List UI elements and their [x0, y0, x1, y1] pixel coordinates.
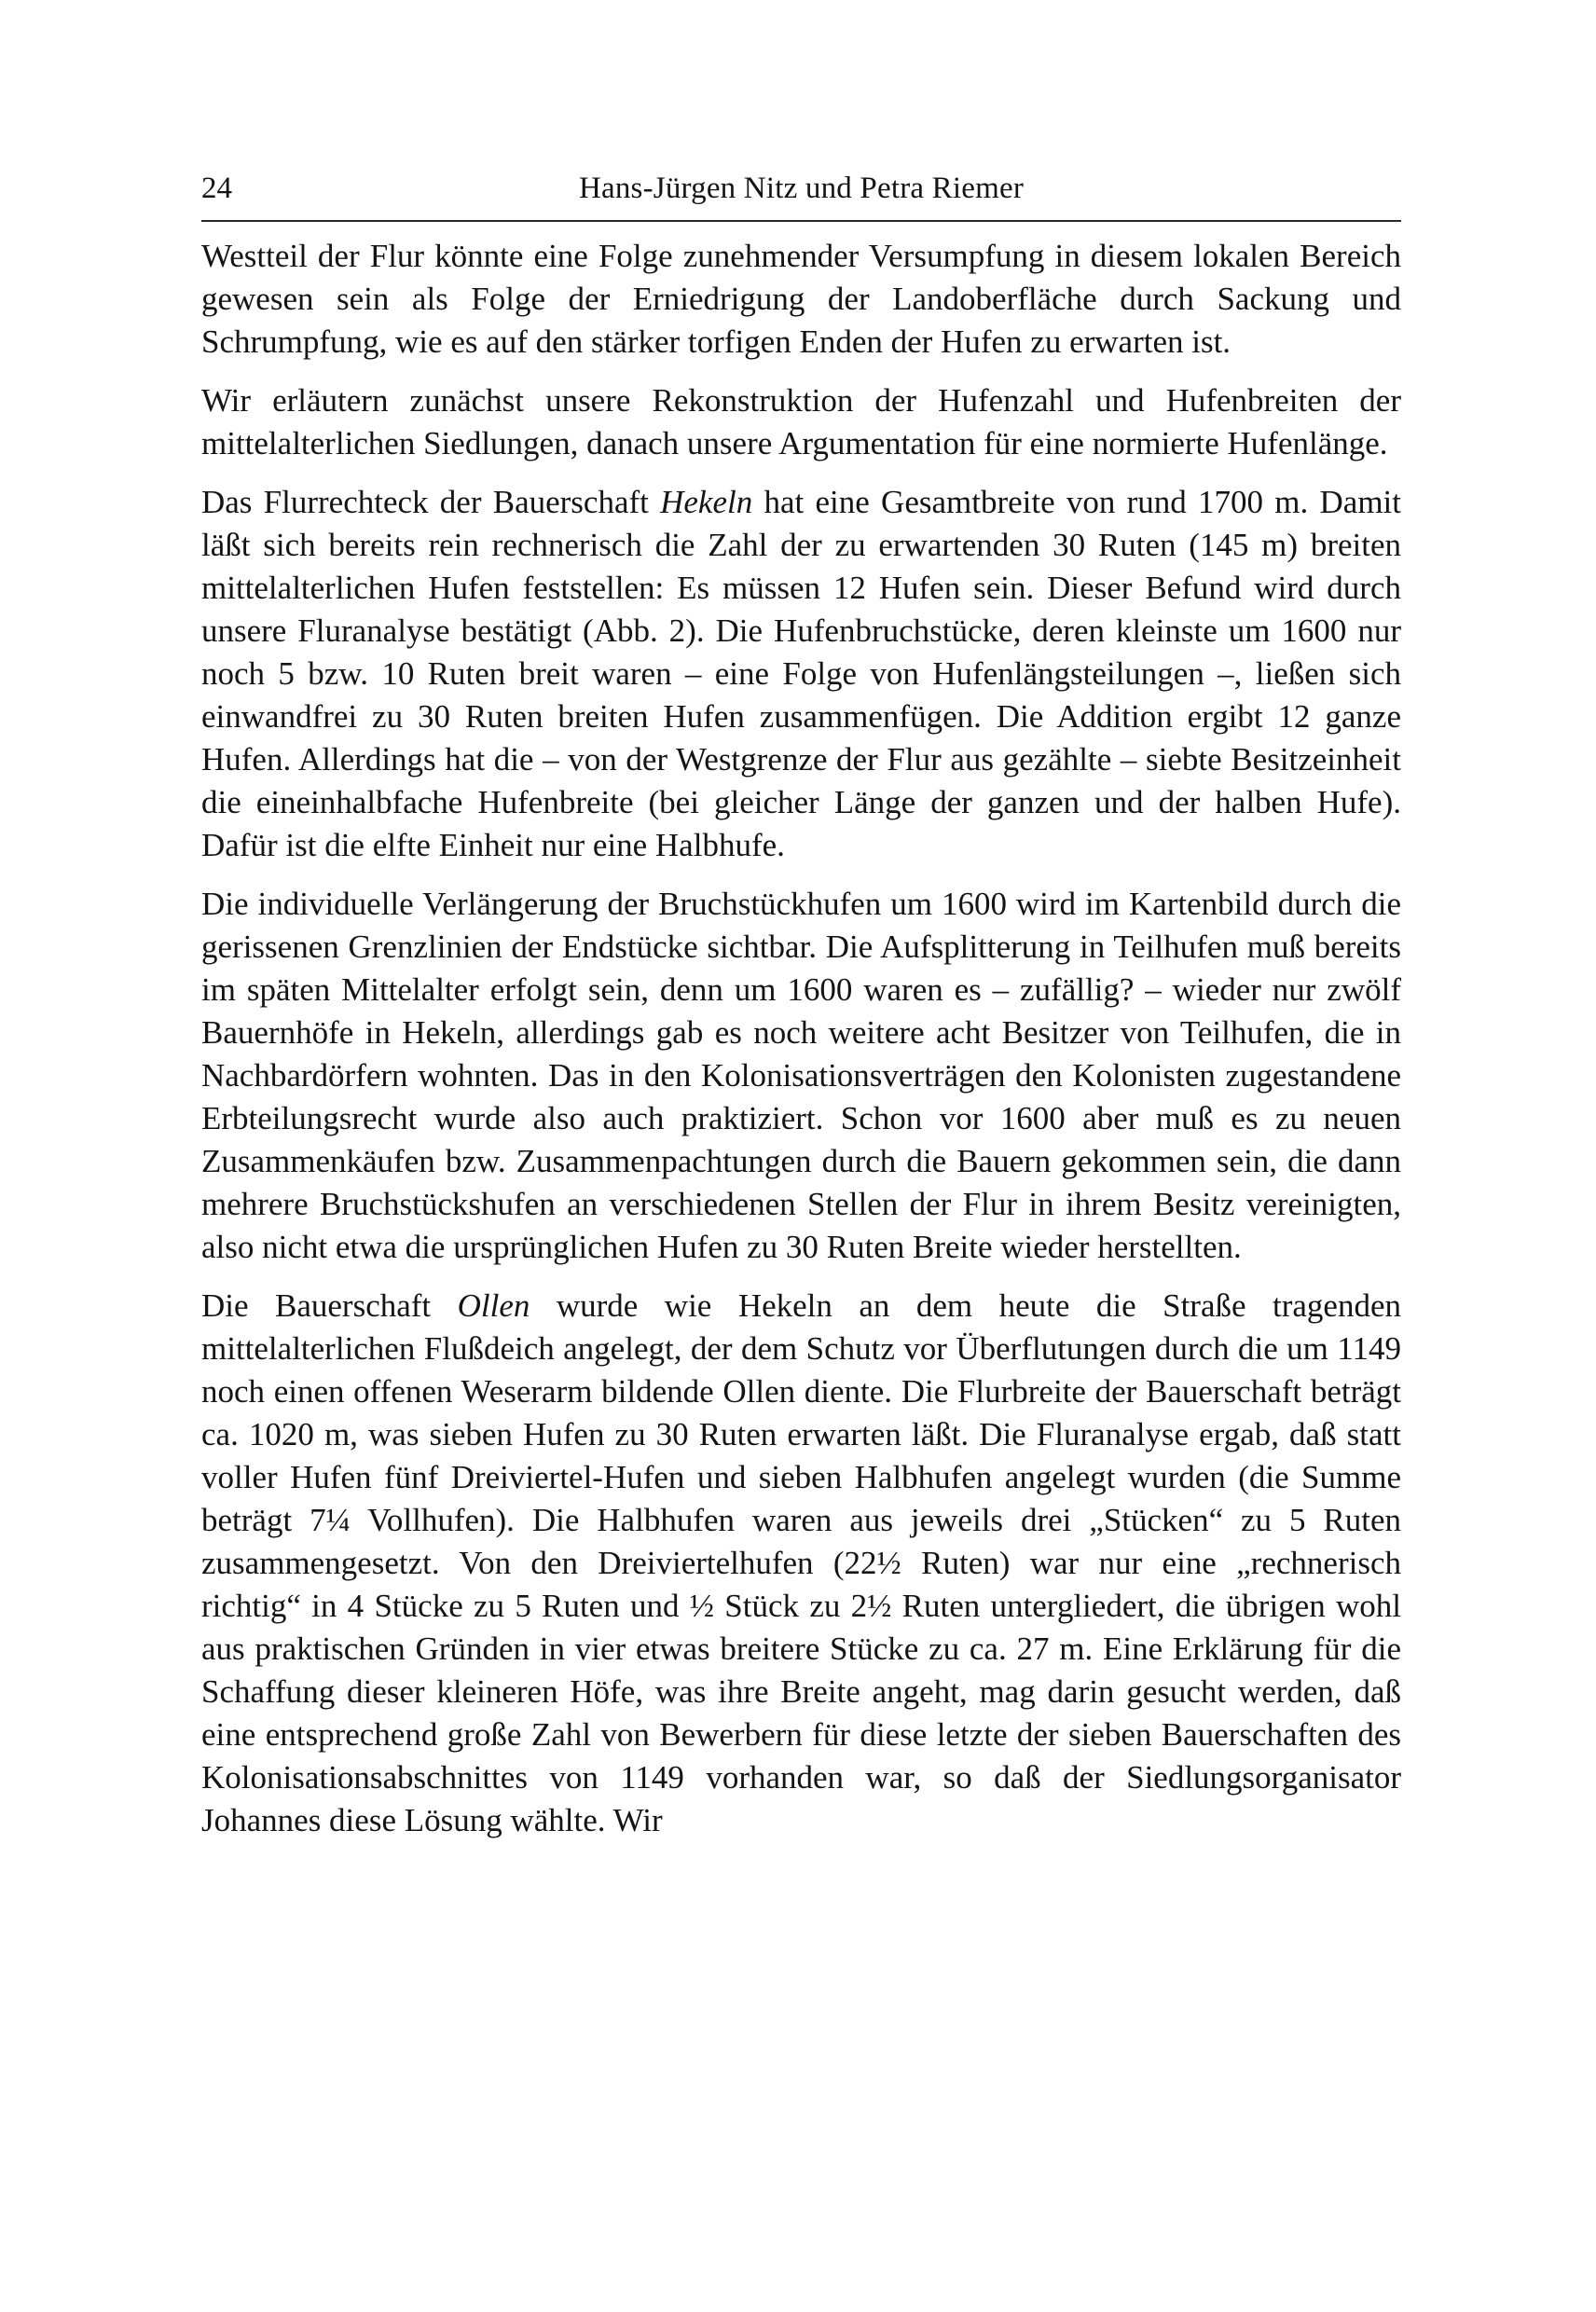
paragraph-3: [201, 481, 1401, 867]
paragraph-5-rest: wurde wie Hekeln an dem heute die Straße tragenden mittelalterlichen Flußdeich angelegt, der dem Schutz vor Überflutungen durch die um 1149 noch einen offenen Weserarm bildende Ollen diente. Die Flurbreite der Bauerschaft beträgt ca. 1020 m, was sieben Hufen zu 30 Ruten erwarten läßt. Die Fluranalyse ergab, daß statt voller Hufen fünf Dreiviertel-Hufen und sieben Halbhufen angelegt wurden (die Summe beträgt 7¼ Vollhufen). Die Halbhufen waren aus jeweils drei „Stücken“ zu 5 Ruten zusammengesetzt. Von den Dreiviertelhufen (22½ Ruten) war nur eine „rechnerisch richtig“ in 4 Stücke zu 5 Ruten und ½ Stück zu 2½ Ruten untergliedert, die übrigen wohl aus praktischen Gründen in vier etwas breitere Stücke zu ca. 27 m. Eine Erklärung für die Schaffung dieser kleineren Höfe, was ihre Breite angeht, mag darin gesucht werden, daß eine entsprechend große Zahl von Bewerbern für diese letzte der sieben Bauerschaften des Kolonisationsabschnittes von 1149 vorhanden war, so daß der Siedlungsorganisator Johannes diese Lösung wählte. Wir: [201, 1287, 1401, 1838]
place-name-hekeln: Hekeln: [660, 484, 753, 520]
header-rule: [201, 220, 1401, 222]
paragraph-3-lead: Das Flurrechteck der Bauerschaft: [201, 484, 661, 520]
page-number: 24: [201, 172, 232, 205]
place-name-ollen: Ollen: [457, 1287, 530, 1324]
paragraph-4: Die individuelle Verlängerung der Bruchstückhufen um 1600 wird im Kartenbild durch die gerissenen Grenzlinien der Endstücke sichtbar. Die Aufsplitterung in Teilhufen muß bereits im späten Mittelalter erfolgt sein, denn um 1600 waren es – zufällig? – wieder nur zwölf Bauernhöfe in Hekeln, allerdings gab es noch weitere acht Besitzer von Teilhufen, die in Nachbardörfern wohnten. Das in den Kolonisationsverträgen den Kolonisten zugestandene Erbteilungsrecht wurde also auch praktiziert. Schon vor 1600 aber muß es zu neuen Zusammenkäufen bzw. Zusammenpachtungen durch die Bauern gekommen sein, die dann mehrere Bruchstückshufen an verschiedenen Stellen der Flur in ihrem Besitz vereinigten, also nicht etwa die ursprünglichen Hufen zu 30 Ruten Breite wieder herstellten.: [201, 886, 1401, 1265]
page-header: [201, 168, 1401, 209]
paragraph-2: Wir erläutern zunächst unsere Rekonstruktion der Hufenzahl und Hufenbreiten der mittelalterlichen Siedlungen, danach unsere Argumentation für eine normierte Hufenlänge.: [201, 382, 1401, 461]
paragraph-3-rest: hat eine Gesamtbreite von rund 1700 m. Damit läßt sich bereits rein rechnerisch die Zahl der zu erwartenden 30 Ruten (145 m) breiten mittelalterlichen Hufen feststellen: Es müssen 12 Hufen sein. Dieser Befund wird durch unsere Fluranalyse bestätigt (Abb. 2). Die Hufenbruchstücke, deren kleinste um 1600 nur noch 5 bzw. 10 Ruten breit waren – eine Folge von Hufenlängsteilungen –, ließen sich einwandfrei zu 30 Ruten breiten Hufen zusammenfügen. Die Addition ergibt 12 ganze Hufen. Allerdings hat die – von der Westgrenze der Flur aus gezählte – siebte Besitzeinheit die eineinhalbfache Hufenbreite (bei gleicher Länge der ganzen und der halben Hufe). Dafür ist die elfte Einheit nur eine Halbhufe.: [201, 484, 1401, 863]
paragraph-5-lead: Die Bauerschaft: [201, 1287, 458, 1324]
running-head: Hans-Jürgen Nitz und Petra Riemer: [578, 172, 1025, 205]
paragraph-5: [201, 1285, 1401, 1842]
paragraph-1: Westteil der Flur könnte eine Folge zunehmender Versumpfung in diesem lokalen Bereich gewesen sein als Folge der Erniedrigung der Landoberfläche durch Sackung und Schrumpfung, wie es auf den stärker torfigen Enden der Hufen zu erwarten ist.: [201, 238, 1401, 360]
body-text: [201, 235, 1401, 1842]
